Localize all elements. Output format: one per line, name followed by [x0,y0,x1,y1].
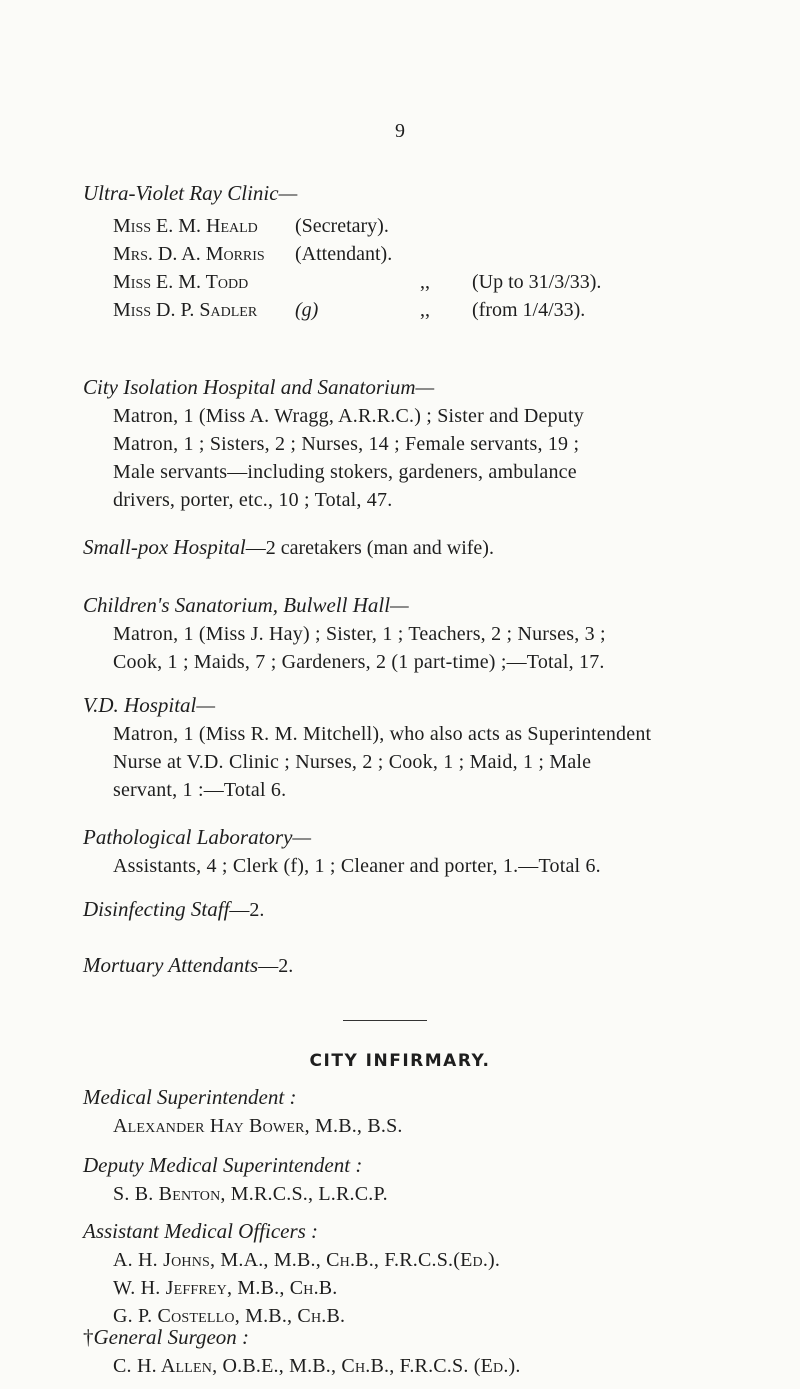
staff-name: Mrs. D. A. Morris [113,243,265,265]
member-line: Alexander Hay Bower, M.B., B.S. [113,1115,403,1137]
table-row [113,240,601,268]
member-line: W. H. Jeffrey, M.B., Ch.B. [113,1277,338,1299]
table-row [113,268,601,296]
childrens-heading: Children's Sanatorium, Bulwell Hall— [83,593,409,617]
isolation-line: drivers, porter, etc., 10 ; Total, 47. [113,489,393,511]
childrens-section [83,590,763,676]
member-line: G. P. Costello, M.B., Ch.B. [113,1305,346,1327]
vd-line: Nurse at V.D. Clinic ; Nurses, 2 ; Cook, 1 ; Maid, 1 ; Male [113,751,592,773]
section-divider [343,1020,427,1021]
group-heading: Deputy Medical Superintendent : [83,1153,363,1177]
staff-role [295,268,420,296]
disinfecting-heading: Disinfecting Staff [83,897,230,921]
pathology-heading: Pathological Laboratory— [83,825,312,849]
pathology-section [83,822,763,880]
staff-note: (Up to 31/3/33). [472,271,602,293]
uv-clinic-heading: Ultra-Violet Ray Clinic— [83,181,298,205]
smallpox-text: —2 caretakers (man and wife). [245,537,494,559]
member-line: S. B. Benton, M.R.C.S., L.R.C.P. [113,1183,388,1205]
isolation-heading: City Isolation Hospital and Sanatorium— [83,375,435,399]
infirmary-superintendent [83,1082,763,1140]
infirmary-deputy [83,1150,763,1208]
mortuary-heading: Mortuary Attendants [83,953,259,977]
infirmary-title: CITY INFIRMARY. [309,1051,491,1071]
isolation-line: Matron, 1 (Miss A. Wragg, A.R.R.C.) ; Sister and Deputy [113,405,584,427]
smallpox-section [83,532,763,563]
group-heading-wrap [83,1322,763,1352]
staff-name: Miss E. M. Todd [113,271,249,293]
pathology-line: Assistants, 4 ; Clerk (f), 1 ; Cleaner and porter, 1.—Total 6. [113,855,601,877]
staff-note: (from 1/4/33). [472,299,586,321]
group-heading: Medical Superintendent : [83,1085,297,1109]
ditto-mark [420,212,472,240]
staff-role: (Attendant). [295,243,393,265]
isolation-line: Matron, 1 ; Sisters, 2 ; Nurses, 14 ; Female servants, 19 ; [113,433,580,455]
uv-clinic-section [83,178,763,324]
page-number: 9 [395,120,405,142]
childrens-line: Cook, 1 ; Maids, 7 ; Gardeners, 2 (1 part-time) ;—Total, 17. [113,651,605,673]
infirmary-assistants [83,1216,763,1330]
member-line: A. H. Johns, M.A., M.B., Ch.B., F.R.C.S.(Ed.). [113,1249,501,1271]
disinfecting-text: —2. [229,899,265,921]
group-heading: General Surgeon : [93,1325,250,1349]
isolation-section [83,372,763,514]
uv-clinic-staff-table [113,212,601,324]
member-line: C. H. Allen, O.B.E., M.B., Ch.B., F.R.C.S. (Ed.). [113,1355,521,1377]
vd-section [83,690,763,804]
disinfecting-section [83,894,763,925]
group-heading: Assistant Medical Officers : [83,1219,319,1243]
staff-role: (Secretary). [295,215,389,237]
smallpox-heading: Small-pox Hospital [83,535,246,559]
infirmary-surgeon [83,1322,763,1380]
vd-heading: V.D. Hospital— [83,693,216,717]
ditto-mark: ,, [420,299,430,321]
vd-line: Matron, 1 (Miss R. M. Mitchell), who also acts as Superintendent [113,723,652,745]
vd-line: servant, 1 :—Total 6. [113,779,287,801]
ditto-mark: ,, [420,271,430,293]
mortuary-text: —2. [258,955,294,977]
staff-note [472,212,601,240]
staff-name: Miss D. P. Sadler [113,299,258,321]
staff-role: (g) [295,299,319,321]
staff-name: Miss E. M. Heald [113,215,258,237]
isolation-line: Male servants—including stokers, gardeners, ambulance [113,461,577,483]
dagger-mark: † [83,1325,94,1349]
table-row [113,296,601,324]
mortuary-section [83,950,763,981]
childrens-line: Matron, 1 (Miss J. Hay) ; Sister, 1 ; Teachers, 2 ; Nurses, 3 ; [113,623,606,645]
table-row [113,212,601,240]
